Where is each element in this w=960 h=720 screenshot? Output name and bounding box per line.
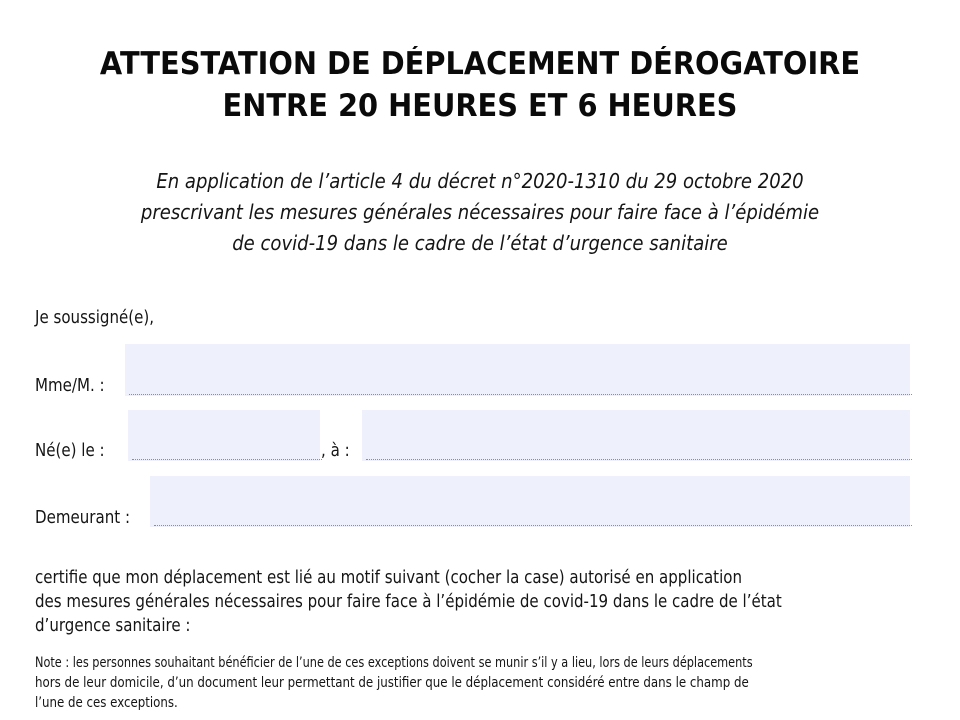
birth-date-field-dotted-line	[132, 459, 322, 460]
document-title-line-1: ATTESTATION DE DÉPLACEMENT DÉROGATOIRE	[99, 46, 861, 82]
decree-reference-line-3: de covid-19 dans le cadre de l’état d’urgence sanitaire	[232, 231, 728, 255]
address-field[interactable]	[150, 476, 910, 527]
birth-date-label: Né(e) le :	[35, 441, 105, 461]
note-line-1: Note : les personnes souhaitant bénéficier de l’une de ces exceptions doivent se munir s’il y a lieu, lors de leurs déplacements	[35, 655, 753, 671]
name-label: Mme/M. :	[35, 376, 105, 396]
birth-date-field[interactable]	[128, 410, 320, 461]
decree-reference-line-1: En application de l’article 4 du décret n°2020-1310 du 29 octobre 2020	[156, 169, 804, 193]
intro-text: Je soussigné(e),	[35, 308, 155, 328]
birth-place-field-dotted-line	[366, 459, 912, 460]
birth-date-input[interactable]	[128, 410, 320, 461]
name-field[interactable]	[125, 344, 910, 396]
birth-place-input[interactable]	[362, 410, 910, 461]
document-title-line-2: ENTRE 20 HEURES ET 6 HEURES	[222, 88, 738, 124]
certify-text-line-1: certifie que mon déplacement est lié au motif suivant (cocher la case) autorisé en application	[35, 568, 743, 588]
address-field-dotted-line	[154, 525, 912, 526]
name-field-dotted-line	[129, 394, 912, 395]
address-input[interactable]	[150, 476, 910, 527]
name-input[interactable]	[125, 344, 910, 396]
certify-text-line-2: des mesures générales nécessaires pour faire face à l’épidémie de covid-19 dans le cadre de l’état	[35, 592, 782, 612]
note-line-3: l’une de ces exceptions.	[35, 695, 178, 711]
note-line-2: hors de leur domicile, d’un document leur permettant de justifier que le déplacement considéré entre dans le champ de	[35, 675, 749, 691]
address-label: Demeurant :	[35, 508, 131, 528]
birth-place-field[interactable]	[362, 410, 910, 461]
certify-text-line-3: d’urgence sanitaire :	[35, 616, 191, 636]
decree-reference-line-2: prescrivant les mesures générales nécessaires pour faire face à l’épidémie	[140, 200, 820, 224]
birth-place-label: , à :	[321, 441, 350, 461]
